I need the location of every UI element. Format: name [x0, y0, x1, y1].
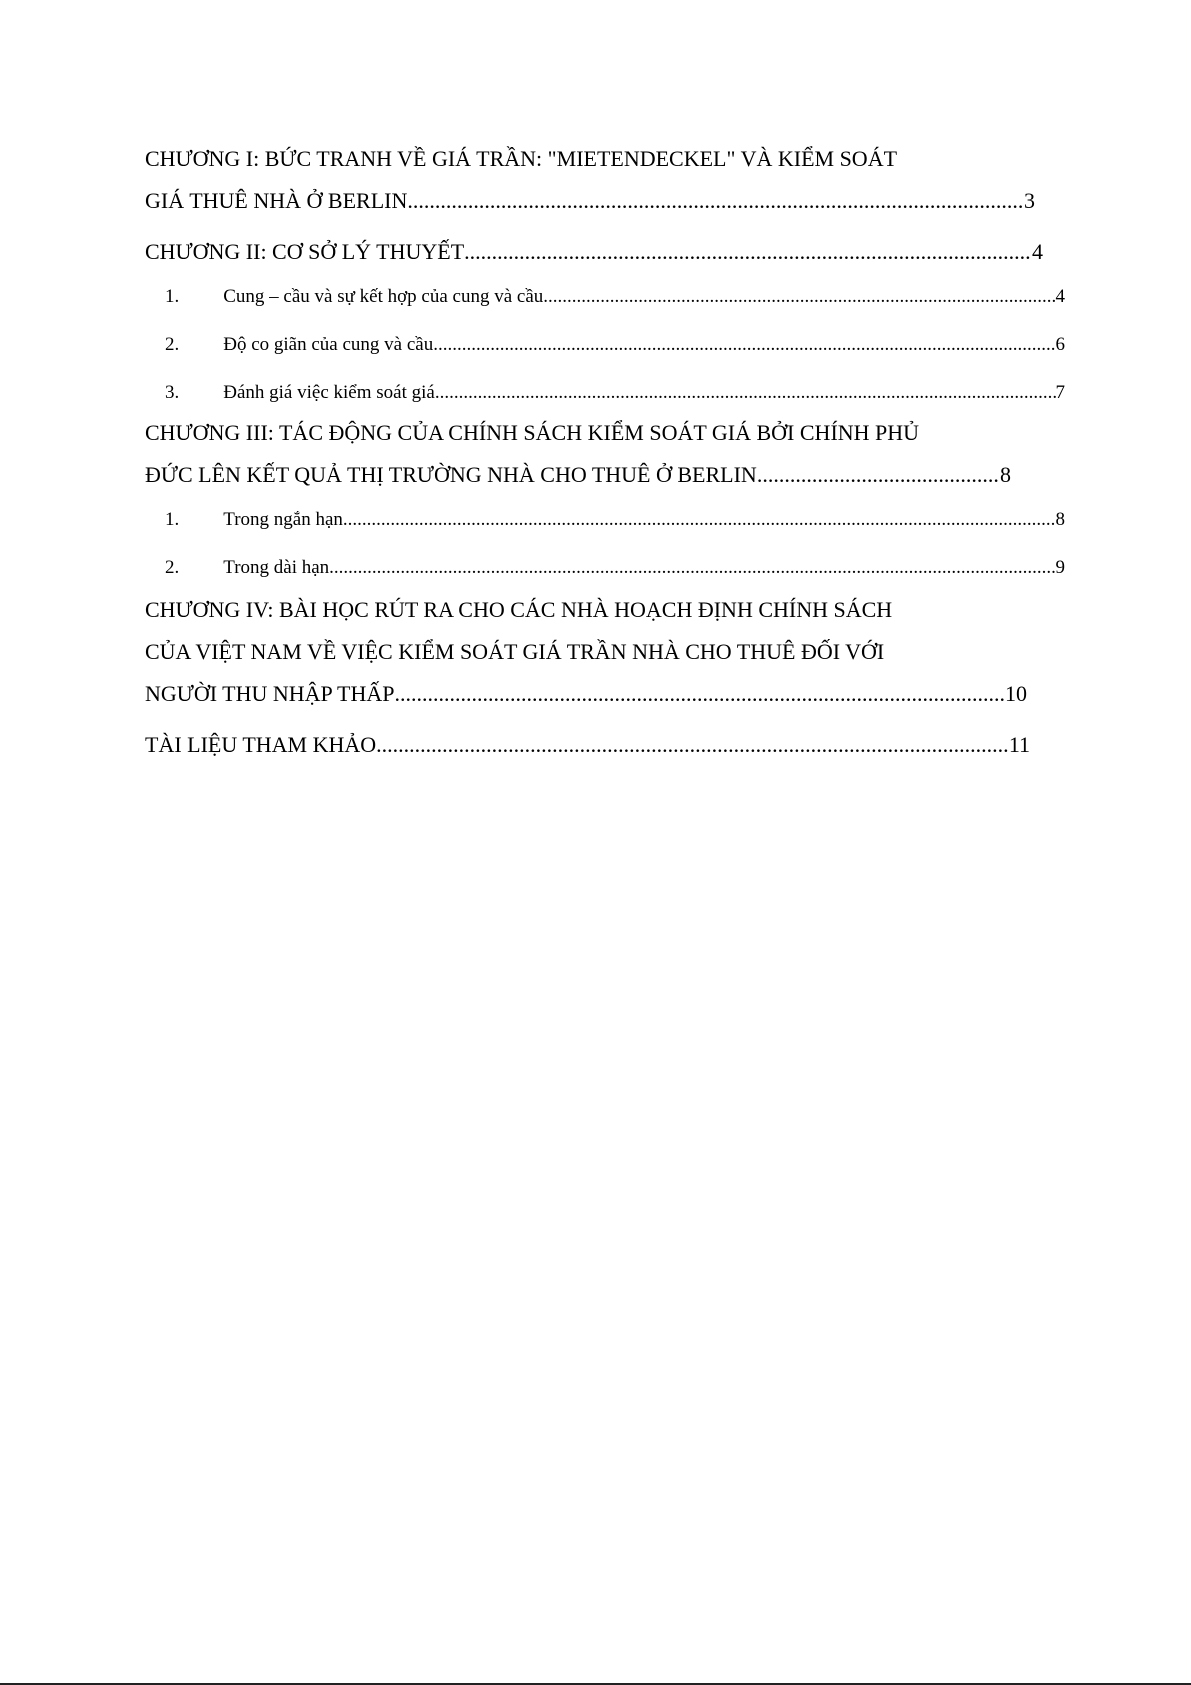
toc-ch3-item-1[interactable]: [145, 505, 1065, 535]
toc-references-page: 11: [1008, 732, 1030, 757]
toc-item-page: 7: [1055, 382, 1065, 403]
dot-leader: [395, 673, 1005, 715]
dot-leader: [407, 180, 1024, 222]
toc-item-page: 8: [1055, 509, 1065, 530]
toc-item-page: 9: [1055, 557, 1065, 578]
toc-ch2-item-1[interactable]: [145, 282, 1065, 312]
toc-item-number: 1.: [165, 509, 180, 530]
toc-item-title: Đánh giá việc kiểm soát giá: [223, 382, 435, 403]
toc-chapter-2[interactable]: [145, 231, 1065, 273]
toc-chapter-1-title-line2: GIÁ THUÊ NHÀ Ở BERLIN: [145, 188, 408, 213]
toc-item-page: 4: [1055, 286, 1065, 307]
toc-chapter-4[interactable]: [145, 589, 1065, 715]
toc-chapter-3-title-line1: CHƯƠNG III: TÁC ĐỘNG CỦA CHÍNH SÁCH KIỂM SOÁT GIÁ BỞI CHÍNH PHỦ: [145, 420, 920, 445]
toc-chapter-1[interactable]: [145, 138, 1065, 222]
toc-chapter-2-page: 4: [1032, 239, 1043, 264]
toc-references-title: TÀI LIỆU THAM KHẢO: [145, 732, 377, 757]
toc-chapter-4-title-line1: CHƯƠNG IV: BÀI HỌC RÚT RA CHO CÁC NHÀ HOẠCH ĐỊNH CHÍNH SÁCH: [145, 597, 893, 622]
toc-chapter-1-line2: [145, 180, 1035, 222]
dot-leader: [464, 231, 1032, 273]
toc-ch2-item-2[interactable]: [145, 330, 1065, 360]
dot-leader: [543, 282, 1055, 312]
toc-chapter-2-line: [145, 231, 1043, 273]
toc-chapter-4-page: 10: [1005, 681, 1027, 706]
toc-item-number: 3.: [165, 382, 180, 403]
toc-item-title: Độ co giãn của cung và cầu: [223, 334, 434, 355]
dot-leader: [433, 330, 1055, 360]
toc-ch3-item-2[interactable]: [145, 553, 1065, 583]
toc-item-number: 2.: [165, 334, 180, 355]
dot-leader: [343, 505, 1056, 535]
toc-chapter-1-page: 3: [1024, 188, 1035, 213]
toc-references[interactable]: [145, 724, 1065, 766]
toc-references-line: [145, 724, 1030, 766]
toc-item-title: Cung – cầu và sự kết hợp của cung và cầu: [223, 286, 544, 307]
dot-leader: [757, 454, 1000, 496]
toc-chapter-2-title: CHƯƠNG II: CƠ SỞ LÝ THUYẾT: [145, 239, 465, 264]
dot-leader: [435, 378, 1056, 408]
toc-chapter-4-title-line2: CỦA VIỆT NAM VỀ VIỆC KIỂM SOÁT GIÁ TRẦN NHÀ CHO THUÊ ĐỐI VỚI: [145, 639, 885, 664]
dot-leader: [376, 724, 1009, 766]
toc-chapter-3-title-line2: ĐỨC LÊN KẾT QUẢ THỊ TRƯỜNG NHÀ CHO THUÊ Ở BERLIN: [145, 462, 757, 487]
toc-chapter-3-page: 8: [1000, 462, 1011, 487]
toc-item-page: 6: [1055, 334, 1065, 355]
table-of-contents: [145, 138, 1065, 775]
toc-item-title: Trong ngắn hạn: [223, 509, 343, 530]
toc-chapter-1-title-line1: CHƯƠNG I: BỨC TRANH VỀ GIÁ TRẦN: "MIETENDECKEL" VÀ KIỂM SOÁT: [145, 146, 898, 171]
toc-chapter-4-line3: [145, 673, 1027, 715]
toc-ch2-item-3[interactable]: [145, 378, 1065, 408]
toc-item-title: Trong dài hạn: [223, 557, 330, 578]
toc-item-number: 2.: [165, 557, 180, 578]
toc-chapter-3-line2: [145, 454, 1011, 496]
dot-leader: [329, 553, 1055, 583]
toc-item-number: 1.: [165, 286, 180, 307]
toc-chapter-4-title-line3: NGƯỜI THU NHẬP THẤP: [145, 681, 395, 706]
toc-chapter-3[interactable]: [145, 412, 1065, 496]
